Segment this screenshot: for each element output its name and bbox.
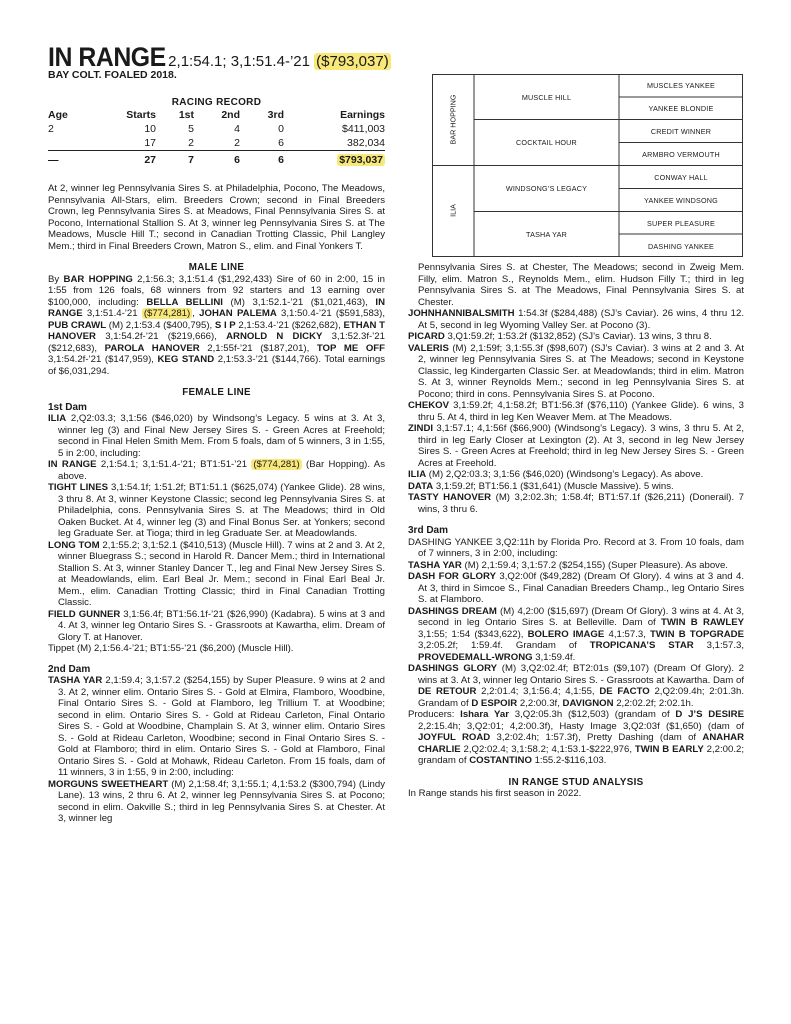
table-cell: 17 [144, 137, 156, 149]
text-run: Tippet (M) 2,1:56.4-’21; BT1:55-’21 ($6,200) (Muscle Hill). [48, 643, 294, 654]
horse-name-bold: ILIA [48, 413, 67, 424]
produce-entry [48, 482, 385, 540]
text-run: 1:55.2-$116,103. [531, 755, 607, 766]
produce-entry [408, 571, 744, 606]
text-run: 3,1:59.4f. [532, 651, 576, 663]
horse-name-bold: TIGHT LINES [48, 482, 109, 493]
produce-entry [48, 675, 385, 779]
pedigree-sire-dam: COCKTAIL HOUR [516, 138, 577, 147]
table-cell: 6 [240, 151, 284, 168]
produce-entry [408, 481, 744, 493]
second-dam-entries-cont [408, 262, 744, 515]
horse-name-bold: DASHINGS GLORY [408, 663, 498, 674]
table-cell: 27 [98, 151, 156, 168]
table-cell: 10 [144, 123, 156, 135]
horse-name-bold: CHEKOV [408, 400, 450, 411]
horse-name-bold: ANAHAR CHARLIE [418, 732, 744, 755]
produce-entry [48, 459, 385, 482]
racing-record-table [48, 108, 385, 167]
pedigree-gen3: YANKEE WINDSONG [644, 196, 718, 205]
horse-name-bold: PUB CRAWL [48, 319, 107, 331]
text-run: 3,1:57.3, [693, 640, 744, 651]
horse-name-bold: DE RETOUR [418, 686, 477, 697]
left-column [48, 183, 385, 825]
horse-name-bold: DASH FOR GLORY [408, 571, 496, 582]
table-cell: 382,034 [347, 137, 385, 149]
produce-entry [48, 609, 385, 644]
horse-name-bold: FIELD GUNNER [48, 608, 121, 620]
horse-name-bold: TOP ME OFF [316, 342, 386, 354]
horse-name-bold: DATA [408, 480, 434, 492]
table-row [48, 122, 385, 136]
highlight-earnings: ($774,281) [253, 459, 300, 470]
table-cell [284, 151, 385, 168]
text-run: 2,1:55f-’21 ($187,201), [199, 342, 317, 354]
table-row [48, 136, 385, 151]
horse-name-bold: COSTANTINO [469, 755, 532, 766]
text-run: (M) 2,1:58.4f; 3,1:55.1; 4,1:53.2 ($300,794) (Lindy Lane). 13 wins, 2 thru 6. At 2, winner leg Pennsylvania Sires S. at Pocono; second in elim. Oakville S.; third in leg Pennsylvania Sires S. at Chester. At 3, winner leg [58, 778, 385, 824]
text-run: 3,2:05.2f; 1:59.4f. Grandam of [418, 640, 590, 651]
second-dam-title: 2nd Dam [48, 663, 91, 675]
text-run: DASHING YANKEE 3,Q2:11h by Florida Pro. Record at 3. From 10 foals, dam of 7 winners, 3 in 2:00, including: [408, 536, 744, 559]
text-run: 2,1:55.2; 3,1:52.1 ($410,513) (Muscle Hill). 7 wins at 2 and 3. At 2, winner Bluegrass S.; second in Harold R. Dancer Mem.; third in International Stallion S. At 3, winner Stanley Dancer T., leg and Final New Jersey Sires S. at Meadowlands, elim. Earl Beal Jr. Mem.; second in Final Earl Beal Jr. Mem., elim. Canadian Trotting Classic; third in Final Canadian Trotting Classic. [58, 539, 385, 608]
horse-name-bold: DAVIGNON [562, 697, 614, 709]
horse-name-bold: D J’S DESIRE [675, 709, 744, 720]
text-run: 3,2:02.4h; 1:57.3f), Pretty Dashing (dam of [490, 732, 703, 743]
table-cell [48, 136, 98, 151]
highlight-earnings: ($774,281) [143, 308, 191, 319]
produce-entry [408, 709, 744, 767]
text-run: 3,1:57.1; 4,1:56f ($66,900) (Windsong’s Legacy). 3 wins, 3 thru 5. At 2, third in leg Early Closer at Lexington (2). At 3, second in leg New Jersey Sires S. - Green Acres at Freehold; third in leg New Jersey Sires S. - Green Acres at Freehold. [418, 423, 744, 469]
table-cell: 2 [188, 137, 194, 149]
horse-name-bold: D ESPOIR [471, 697, 518, 709]
first-dam-entries [48, 413, 385, 655]
stud-analysis-text: In Range stands his first season in 2022. [408, 788, 582, 799]
pedigree-gen3: ARMBRO VERMOUTH [642, 150, 720, 159]
text-run: 3,Q2:00f ($49,282) (Dream Of Glory). 4 wins at 3 and 4. At 3, third in Simcoe S., Final Canadian Breeders Champ., leg Ontario Sires S. at Flamboro. [418, 571, 745, 605]
col-header: Starts [126, 109, 156, 121]
text-run: 3,1:59.2f; BT1:56.1 ($31,641) (Muscle Massive). 5 wins. [433, 480, 674, 492]
horse-name-bold: BAR HOPPING [63, 273, 133, 285]
text-run: 2,1:59.4; 3,1:57.2 ($254,155) by Super Pleasure. 9 wins at 2 and 3. At 2, winner elim. Ontario Sires S. - Gold at Elmira, Flamboro, Woodbine, Final Ontario Sires S. - Gold at Flamboro, leg Trillium T. at Woodbine; second in elim. Ontario Sires S. - Gold at Rideau Carleton, Final Ontario Sires S. - Gold at Woodbine, Champlain S. At 3, winner elim. Ontario Sires S. - Gold at Rideau Carleton, Woodbine; second in Final Ontario Sires S. - Gold at Flamboro; third in elim. Ontario Sires S. - Gold at Flamboro, Final Ontario Sires S. - Gold at Mohawk, Rideau Carleton. From 15 foals, dam of 11 winners, 3 in 1:55, 9 in 2:00, including: [58, 675, 386, 778]
horse-name-bold: IN RANGE [48, 296, 386, 319]
horse-name-bold: PROVEDEMALL-WRONG [418, 651, 533, 663]
horse-name-bold: MORGUNS SWEETHEART [48, 778, 169, 790]
text-run: 2,1:54.1; 3,1:51.4-’21; BT1:51-’21 [96, 459, 252, 470]
pedigree-gen3: CONWAY HALL [654, 173, 708, 182]
horse-name-bold: TWIN B RAWLEY [661, 617, 745, 628]
table-total-row [48, 151, 385, 168]
horse-name: IN RANGE [48, 42, 166, 72]
racing-record-title: RACING RECORD [171, 97, 262, 108]
horse-name-bold: ZINDI [408, 423, 434, 434]
text-run: 3,1:56.4f; BT1:56.1f-’21 ($26,990) (Kadabra). 5 wins at 3 and 4. At 3, winner leg Ontario Sires S. - Grassroots at Kawartha, elim. Dream of Glory T. at Hanover. [58, 608, 386, 643]
horse-name-bold: LONG TOM [48, 539, 100, 551]
produce-entry [408, 492, 744, 515]
table-cell: 4 [234, 123, 240, 135]
text-run: 2,1:53.4-’21 ($262,682), [235, 319, 344, 331]
text-run: 2,2:02.2f; 2:02.1h. [613, 697, 694, 709]
racing-record-header [48, 108, 385, 122]
horse-description: BAY COLT. FOALED 2018. [48, 69, 177, 81]
col-header: 2nd [221, 109, 240, 121]
horse-name-bold: BOLERO IMAGE [527, 628, 605, 640]
horse-name-bold: TASHA YAR [408, 559, 462, 571]
table-cell: 5 [188, 123, 194, 135]
table-cell: 7 [156, 151, 194, 168]
text-run: By [48, 273, 64, 285]
col-header: Age [48, 109, 68, 121]
horse-name-bold: PAROLA HANOVER [104, 342, 200, 354]
text-run: Producers: [408, 709, 461, 720]
col-header: Earnings [340, 109, 385, 121]
text-run: (Bar Hopping). As above. [58, 459, 385, 482]
produce-entry [408, 308, 744, 331]
text-run: 3,1:54.2f-’21 ($219,666), [95, 331, 227, 342]
table-cell: 0 [278, 123, 284, 135]
horse-name-bold: TROPICANA’S STAR [589, 640, 694, 651]
text-run: 2,2:00.3f, [517, 697, 563, 709]
female-line-title: FEMALE LINE [182, 387, 251, 398]
horse-times: 2,1:54.1; 3,1:51.4-’21 [164, 53, 315, 70]
produce-entry [408, 469, 744, 481]
table-cell: 6 [278, 137, 284, 149]
text-run: 1:54.3f ($284,488) (SJ’s Caviar). 26 wins, 4 thru 12. At 5, second in leg Wyoming Valley Ser. at Pocono (3). [418, 308, 744, 331]
produce-entry [408, 537, 744, 560]
horse-name-bold: DASHINGS DREAM [408, 605, 497, 617]
horse-name-bold: IN RANGE [48, 459, 97, 470]
horse-name-bold: VALERIS [408, 342, 449, 354]
male-line-text [48, 274, 385, 378]
pedigree-dam-dam: TASHA YAR [526, 230, 567, 239]
text-run: 3,1:54.2f-’21 ($147,959), [48, 354, 158, 365]
pedigree-gen3: CREDIT WINNER [650, 127, 712, 136]
text-run: 3,Q2:05.3h ($12,503) (grandam of [508, 709, 676, 720]
produce-entry [48, 540, 385, 609]
table-cell: — [48, 151, 98, 168]
male-line-title: MALE LINE [188, 262, 245, 273]
pedigree-dam: ILIA [448, 204, 458, 217]
horse-name-bold: DE FACTO [599, 686, 650, 697]
produce-entry [408, 560, 744, 572]
pedigree-dam-sire: WINDSONG’S LEGACY [505, 184, 588, 193]
produce-entry [408, 331, 744, 343]
text-run: (M) 4,2:00 ($15,697) (Dream Of Glory). 3 wins at 4. At 3, second in leg Ontario Sires S. at Belleville. Dam of [418, 605, 744, 628]
text-run: 3,1:54.1f; 1:51.2f; BT1:51.1 ($625,074) (Yankee Glide). 28 wins, 3 thru 8. At 3, winner Keystone Classic; second leg Pennsylvania Sires S. at Philadelphia, cons. Pennsylvania Sires S. at The Meadows; third in Old Oaken Bucket. At 4, winner leg (3) and Final Bonus Ser. at Yonkers; second leg Graduate Ser. at Tioga; third in leg Graduate Ser. at Meadowlands. [58, 482, 385, 539]
third-dam-entries [408, 537, 744, 767]
text-run: 3,1:51.4-’21 [82, 308, 142, 319]
text-run: 2,2:00.2; grandam of [418, 743, 744, 766]
table-cell: 2 [48, 123, 54, 135]
horse-earnings: ($793,037) [316, 53, 389, 70]
text-run: (M) 3,Q2:02.4f; BT2:01s ($9,107) (Dream Of Glory). 2 wins at 3. At 3, winner leg Ontario Sires S. - Grassroots at Kawartha. Dam of [418, 663, 745, 686]
right-column [408, 262, 744, 800]
col-header: 1st [178, 109, 194, 121]
table-cell: 6 [194, 151, 240, 168]
text-run: , [192, 308, 200, 319]
text-run: (M) 3,2:02.3h; 1:58.4f; BT1:57.1f ($26,211) (Donerail). 7 wins, 3 thru 6. [418, 492, 744, 515]
produce-entry [48, 779, 385, 825]
text-run: 2,2:01.4; 3,1:56.4; 4,1:55, [476, 686, 600, 697]
text-run: (M) 2,Q2:03.3; 3,1:56 ($46,020) (Windsong’s Legacy). As above. [426, 469, 704, 480]
text-run: 2,2:15.4h; 3,Q2:01; 4,2:00.3f), Hasty Image 3,Q2:03f ($1,650) (dam of [418, 720, 744, 732]
horse-name-bold: TASTY HANOVER [408, 492, 492, 503]
produce-entry [408, 606, 744, 664]
pedigree-chart [432, 74, 743, 257]
produce-entry [408, 663, 744, 709]
produce-entry [48, 643, 385, 655]
horse-name-bold: JOHNHANNIBALSMITH [408, 308, 515, 319]
produce-entry [408, 343, 744, 401]
text-run: (M) 2,1:53.4 ($400,795), [106, 319, 215, 331]
total-earnings: $793,037 [339, 154, 383, 166]
horse-name-bold: KEG STAND [157, 354, 215, 365]
text-run: 3,Q1:59.2f; 1:53.2f ($132,852) (SJ’s Caviar). 13 wins, 3 thru 8. [444, 331, 712, 342]
horse-name-bold: Ishara Yar [460, 709, 509, 720]
produce-entry [48, 413, 385, 459]
produce-entry-cont: Pennsylvania Sires S. at Chester, The Meadows; second in Zweig Mem. Filly, elim. Matron S., Reynolds Mem., elim. Hudson Filly T.; third in leg Pennsylvania Sires S. at The Meadows, Final Pennsylvania Sires S. at Chester. [418, 262, 744, 308]
stud-analysis-title: IN RANGE STUD ANALYSIS [508, 776, 644, 788]
pedigree-gen3: MUSCLES YANKEE [646, 81, 716, 90]
racing-record [48, 97, 385, 167]
text-run: 2,Q2:02.4; 3,1:58.2; 4,1:53.1-$222,976, [460, 743, 635, 755]
text-run: 2,1:53.3-’21 ($144,766). Total earnings of $6,031,294. [48, 354, 385, 377]
text-run: (M) 3,1:52.1-’21 ($1,021,463), [222, 296, 376, 308]
table-cell: 2 [234, 137, 240, 149]
text-run: 3,1:59.2f; 4,1:58.2f; BT1:56.3f ($76,110) (Yankee Glide). 6 wins, 3 thru 5. At 4, third in leg Ken Weaver Mem. at The Meadows. [418, 400, 744, 423]
text-run: 2,Q2:03.3; 3,1:56 ($46,020) by Windsong’s Legacy. 5 wins at 3. At 3, winner leg (3) and Final New Jersey Sires S. - Green Acres at Freehold; second in Final Helen Smith Mem. From 5 foals, dam of 5 winners, 3 in 1:55, 5 in 2:00, including: [58, 413, 385, 459]
horse-name-bold: ETHAN T HANOVER [48, 319, 386, 342]
col-header: 3rd [267, 109, 284, 121]
text-run: 3,1:50.4-’21 ($591,583), [276, 308, 385, 319]
pedigree-gen3: DASHING YANKEE [647, 242, 715, 251]
horse-name-bold: S I P [214, 319, 236, 331]
text-run: 2,Q2:09.4h; 2:01.3h. Grandam of [418, 686, 744, 709]
text-run: (M) 2,1:59f; 3,1:55.3f ($98,607) (SJ’s Caviar). 3 wins at 2 and 3. At 2, winner leg Pennsylvania Sires S. at The Meadows; second in Keystone Classic, leg Kindergarten Classic Ser. at Meadowlands; third in elim. Matron S. At 3, winner Reynolds Mem.; second in leg Pennsylvania Sires S. at Pocono; third in cons. Pennsylvania Sires S. at Pocono. [418, 342, 744, 400]
horse-name-bold: TASHA YAR [48, 675, 103, 686]
horse-name-bold: JOYFUL ROAD [418, 732, 491, 743]
third-dam-title: 3rd Dam [408, 525, 449, 536]
horse-name-bold: ILIA [408, 469, 427, 480]
table-cell: $411,003 [341, 123, 385, 135]
horse-name-bold: PICARD [408, 331, 445, 342]
race-summary: At 2, winner leg Pennsylvania Sires S. at Philadelphia, Pocono, The Meadows, Pennsylvania All-Stars, elim. Breeders Crown; second in Final Breeders Crown, leg Pennsylvania Sires S. at Meadows, Final Pennsylvania Sires S. at Pocono, International Stallion S. At 3, winner leg Pennsylvania Sires S. at The Meadows, Muscle Hill T.; second in Canadian Trotting Classic, Phil Langley Mem.; third in Final Breeders Crown, Matron S., elim. and Final Yonkers T. [48, 183, 385, 252]
produce-entry [408, 400, 744, 423]
horse-name-bold: ARNOLD N DICKY [226, 331, 323, 342]
pedigree-sire-sire: MUSCLE HILL [521, 93, 572, 102]
horse-name-bold: JOHAN PALEMA [199, 308, 277, 319]
horse-name-bold: TWIN B EARLY [634, 743, 704, 755]
text-run: 4,1:57.3, [604, 628, 650, 640]
pedigree-gen3: YANKEE BLONDIE [648, 104, 714, 113]
pedigree-sire: BAR HOPPING [448, 94, 458, 145]
horse-name-bold: BELLA BELLINI [146, 296, 223, 308]
text-run: 2,1:56.3; 3,1:51.4 ($1,292,433) Sire of 60 in 2:00, 15 in 1:55 from 126 foals, 68 winners from 92 starters and 13 earning over $100,000, including: [48, 273, 386, 308]
pedigree-gen3: SUPER PLEASURE [647, 219, 715, 228]
text-run: 3,1:52.3f-’21 ($212,683), [48, 331, 385, 354]
text-run: (M) 2,1:59.4; 3,1:57.2 ($254,155) (Super Pleasure). As above. [461, 559, 728, 571]
second-dam-entries [48, 675, 385, 825]
first-dam-title: 1st Dam [48, 401, 87, 413]
text-run: 3,1:55; 1:54 ($343,622), [418, 628, 528, 640]
horse-name-bold: TWIN B TOPGRADE [650, 628, 744, 640]
produce-entry [408, 423, 744, 469]
